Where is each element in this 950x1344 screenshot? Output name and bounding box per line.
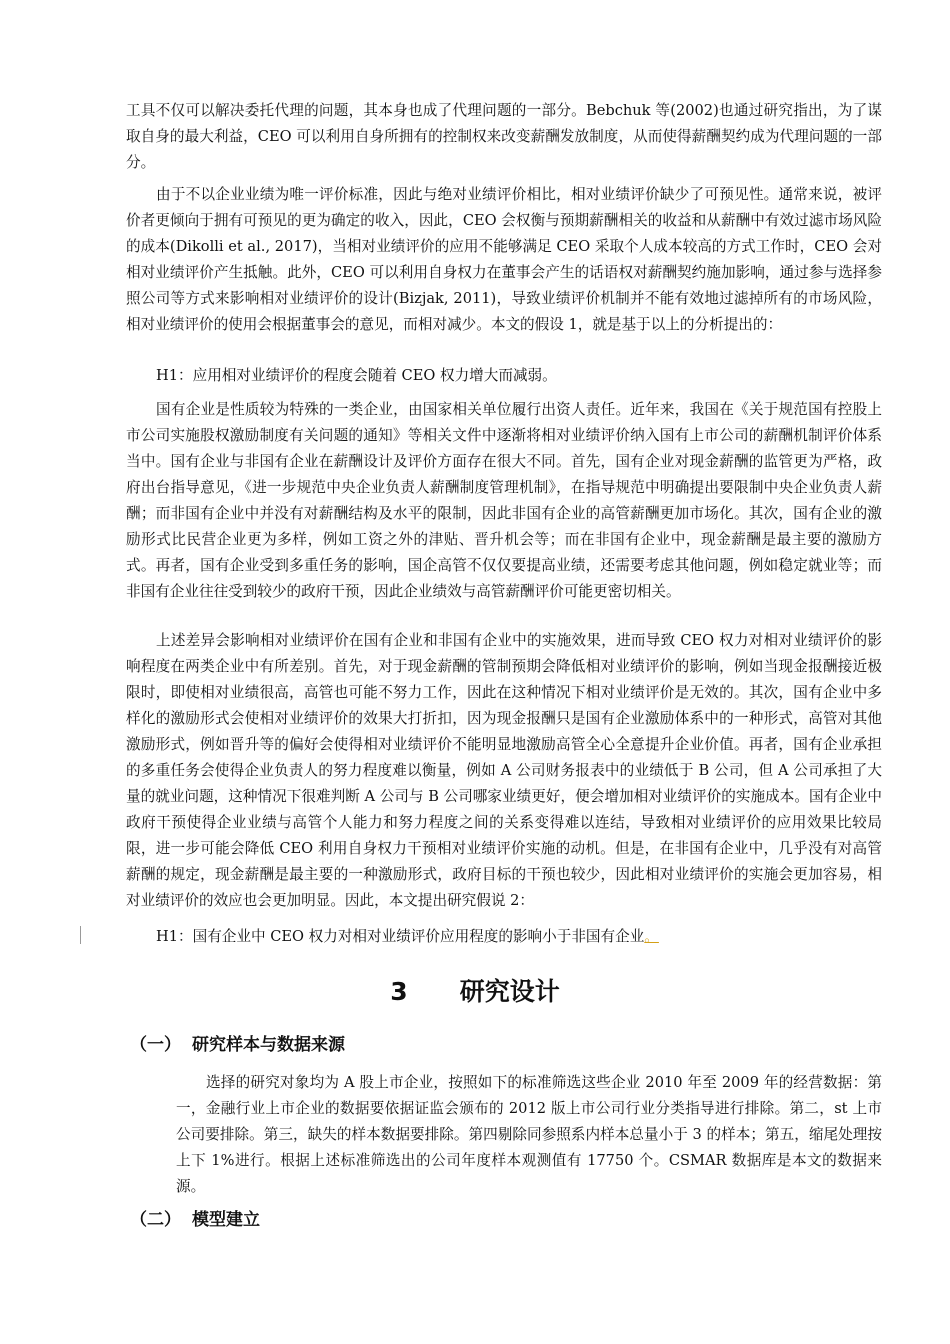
section-heading	[80, 962, 870, 1022]
subsection-heading-sample	[130, 1030, 345, 1060]
subsection-title: 模型建立	[192, 1210, 260, 1230]
paragraph-sample: 选择的研究对象均为 A 股上市企业，按照如下的标准筛选这些企业 2010 年至 2009 年的经营数据：第一，金融行业上市企业的数据要依据证监会颁布的 2012 版上市公司行业分类指导进行排除。第二，st 上市公司要排除。第三，缺失的样本数据要排除。第四剔除同参照系内样本总量小于 3 的样本；第五，缩尾处理按上下 1%进行。根据上述标准筛选出的公司年度样本观测值有 17750 个。CSMAR 数据库是本文的数据来源。	[176, 1074, 882, 1195]
subsection-number: （二）	[130, 1210, 181, 1230]
subsection-heading-model	[130, 1205, 260, 1235]
hypothesis-1: H1：应用相对业绩评价的程度会随着 CEO 权力增大而减弱。	[156, 367, 557, 384]
subsection-title: 研究样本与数据来源	[192, 1035, 345, 1055]
subsection-number: （一）	[130, 1035, 181, 1055]
hypothesis-2-period: 。	[644, 928, 659, 945]
hypothesis-2	[126, 924, 882, 950]
section-title: 研究设计	[459, 977, 560, 1006]
section-number: 3	[390, 977, 408, 1006]
hypothesis-2-text: H1：国有企业中 CEO 权力对相对业绩评价应用程度的影响小于非国有企业	[156, 928, 645, 945]
paragraph-agency: 工具不仅可以解决委托代理的问题，其本身也成了代理问题的一部分。Bebchuk 等(2002)也通过研究指出，为了谋取自身的最大利益，CEO 可以利用自身所拥有的控制权来改变薪酬发放制度，从而使得薪酬契约成为代理问题的一部分。	[126, 102, 882, 171]
revision-bar	[80, 926, 81, 944]
paragraph-soe: 国有企业是性质较为特殊的一类企业，由国家相关单位履行出资人责任。近年来，我国在《关于规范国有控股上市公司实施股权激励制度有关问题的通知》等相关文件中逐渐将相对业绩评价纳入国有上市公司的薪酬机制评价体系当中。国有企业与非国有企业在薪酬设计及评价方面存在很大不同。首先，国有企业对现金薪酬的监管更为严格，政府出台指导意见，《进一步规范中央企业负责人薪酬制度管理机制》，在指导规范中明确提出要限制中央企业负责人薪酬；而非国有企业中并没有对薪酬结构及水平的限制，因此非国有企业的高管薪酬更加市场化。其次，国有企业的激励形式比民营企业更为多样，例如工资之外的津贴、晋升机会等；而在非国有企业中，现金薪酬是最主要的激励方式。再者，国有企业受到多重任务的影响，国企高管不仅仅要提高业绩，还需要考虑其他问题，例如稳定就业等；而非国有企业往往受到较少的政府干预，因此企业绩效与高管薪酬评价可能更密切相关。	[126, 401, 882, 600]
paragraph-differences: 上述差异会影响相对业绩评价在国有企业和非国有企业中的实施效果，进而导致 CEO 权力对相对业绩评价的影响程度在两类企业中有所差别。首先，对于现金薪酬的管制预期会降低相对业绩评价的影响，例如当现金报酬接近极限时，即使相对业绩很高，高管也可能不努力工作，因此在这种情况下相对业绩评价是无效的。其次，国有企业中多样化的激励形式会使相对业绩评价的效果大打折扣，因为现金报酬只是国有企业激励体系中的一种形式，高管对其他激励形式，例如晋升等的偏好会使得相对业绩评价不能明显地激励高管全心全意提升企业价值。再者，国有企业承担的多重任务会使得企业负责人的努力程度难以衡量，例如 A 公司财务报表中的业绩低于 B 公司，但 A 公司承担了大量的就业问题，这种情况下很难判断 A 公司与 B 公司哪家业绩更好，便会增加相对业绩评价的实施成本。国有企业中政府干预使得企业业绩与高管个人能力和努力程度之间的关系变得难以连结，导致相对业绩评价的应用效果比较局限，进一步可能会降低 CEO 利用自身权力干预相对业绩评价实施的动机。但是，在非国有企业中，几乎没有对高管薪酬的规定，现金薪酬是最主要的一种激励形式，政府目标的干预也较少，因此相对业绩评价的实施会更加容易，相对业绩评价的效应也会更加明显。因此，本文提出研究假说 2：	[126, 632, 882, 909]
paragraph-relative-evaluation: 由于不以企业业绩为唯一评价标准，因此与绝对业绩评价相比，相对业绩评价缺少了可预见性。通常来说，被评价者更倾向于拥有可预见的更为确定的收入，因此，CEO 会权衡与预期薪酬相关的收益和从薪酬中有效过滤市场风险的成本(Dikolli et al., 2017)，当相对业绩评价的应用不能够满足 CEO 采取个人成本较高的方式工作时，CEO 会对相对业绩评价产生抵触。此外，CEO 可以利用自身权力在董事会产生的话语权对薪酬契约施加影响，通过参与选择参照公司等方式来影响相对业绩评价的设计(Bizjak, 2011)，导致业绩评价机制并不能有效地过滤掉所有的市场风险，相对业绩评价的使用会根据董事会的意见，而相对减少。本文的假设 1，就是基于以上的分析提出的：	[126, 186, 882, 333]
